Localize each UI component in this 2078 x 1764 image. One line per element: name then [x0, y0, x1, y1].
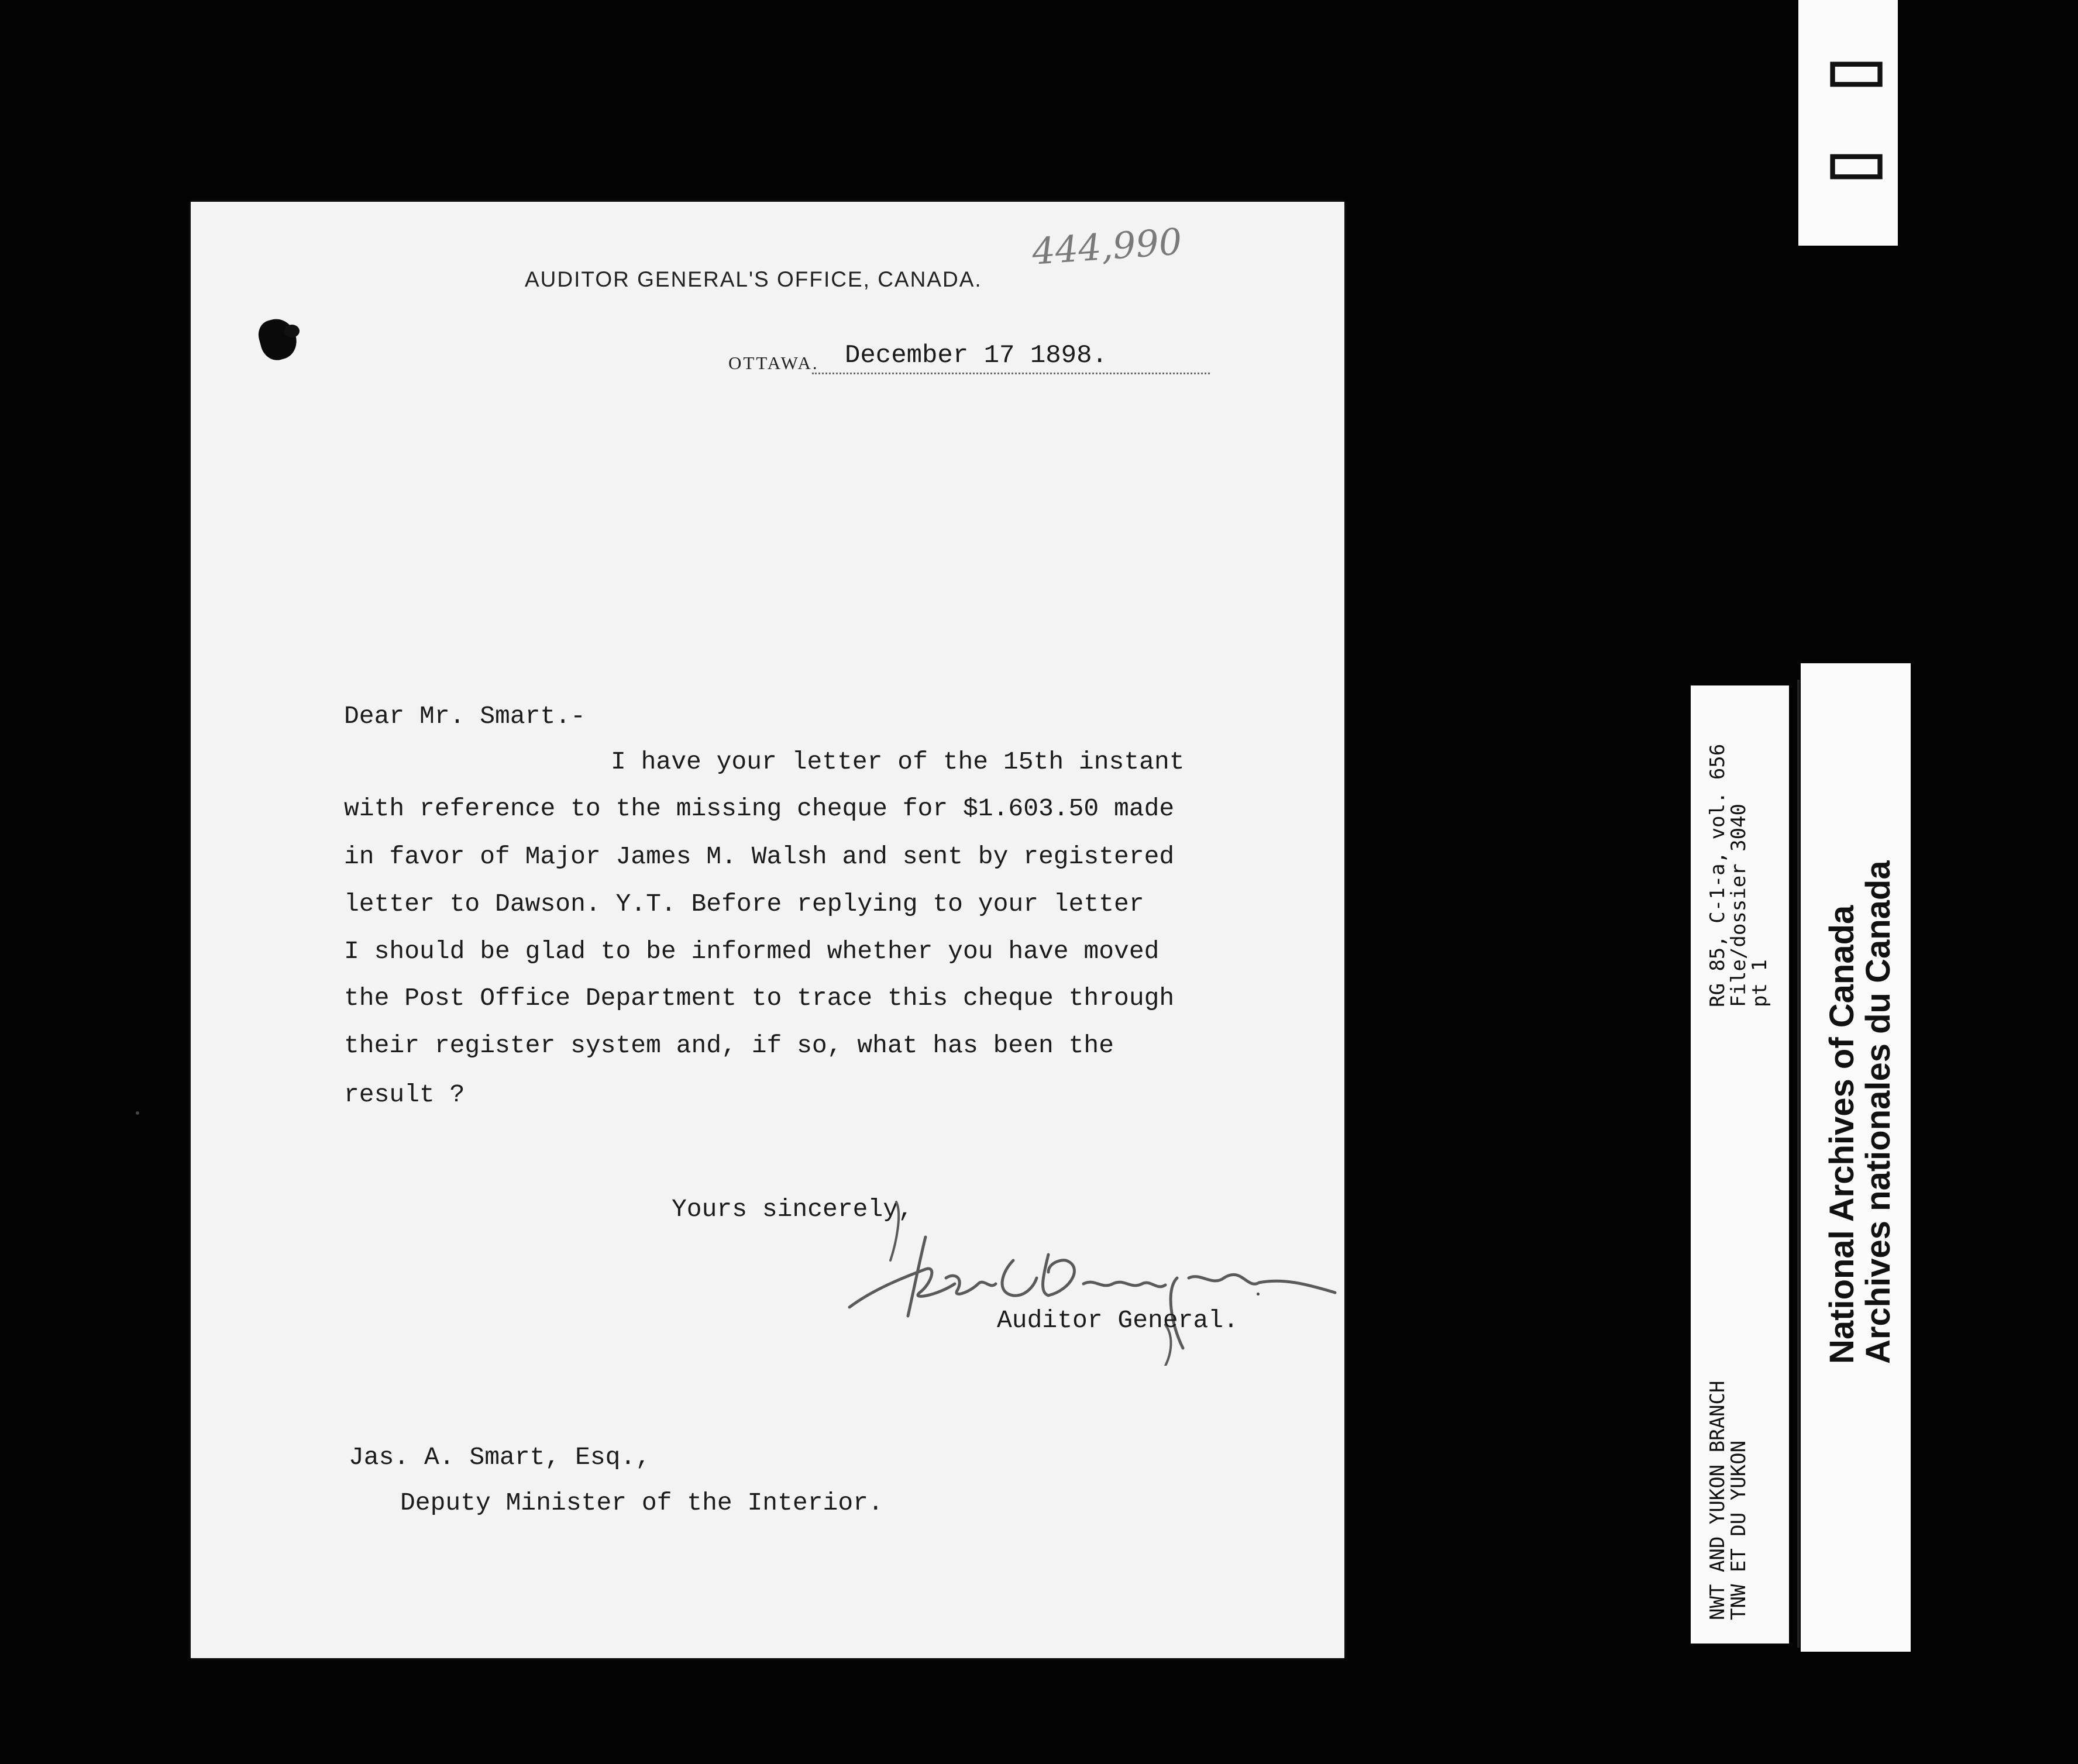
letter-date: December 17 1898.: [845, 341, 1107, 370]
frame-marker-glyph: ▯: [1798, 47, 1900, 101]
institution-name: National Archives of Canada Archives nationales du Canada: [1823, 860, 1897, 1364]
film-speck: [1257, 1293, 1260, 1296]
handwritten-signature: [838, 1190, 1341, 1366]
reference-text: RG 85, C-1-a, vol. 656 File/dossier 3040 pt 1: [1706, 743, 1771, 1007]
handwritten-file-number: 444,990: [1030, 220, 1184, 273]
body-line: result ?: [344, 1080, 465, 1109]
film-speck: [136, 1111, 139, 1115]
body-line: I should be glad to be informed whether you have moved: [344, 937, 1160, 966]
body-line: the Post Office Department to trace this cheque through: [344, 984, 1175, 1012]
branch-text: NWT AND YUKON BRANCH TNW ET DU YUKON: [1706, 1380, 1750, 1620]
date-dotted-line: [812, 373, 1210, 374]
closing: Yours sincerely,: [672, 1195, 913, 1224]
frame-marker-glyph: ▯: [1798, 140, 1900, 194]
body-line: in favor of Major James M. Walsh and sent by registered: [344, 842, 1175, 871]
body-line: their register system and, if so, what has been the: [344, 1031, 1114, 1060]
body-line: I have your letter of the 15th instant: [611, 747, 1185, 776]
place-label: OTTAWA.: [728, 353, 819, 373]
body-line: letter to Dawson. Y.T. Before replying to your letter: [344, 890, 1144, 918]
signatory-title: Auditor General.: [997, 1306, 1238, 1335]
letter-page: [191, 202, 1344, 1658]
ink-blot: [255, 315, 301, 364]
addressee-title: Deputy Minister of the Interior.: [400, 1489, 883, 1517]
addressee-name: Jas. A. Smart, Esq.,: [349, 1443, 651, 1472]
archive-reference-label: [1691, 685, 1789, 1644]
label-edge: [1797, 680, 1910, 1648]
letterhead: AUDITOR GENERAL'S OFFICE, CANADA.: [525, 267, 982, 291]
body-line: with reference to the missing cheque for $1.603.50 made: [344, 794, 1175, 823]
ink-blot-small: [284, 325, 300, 337]
salutation: Dear Mr. Smart.-: [344, 702, 586, 731]
